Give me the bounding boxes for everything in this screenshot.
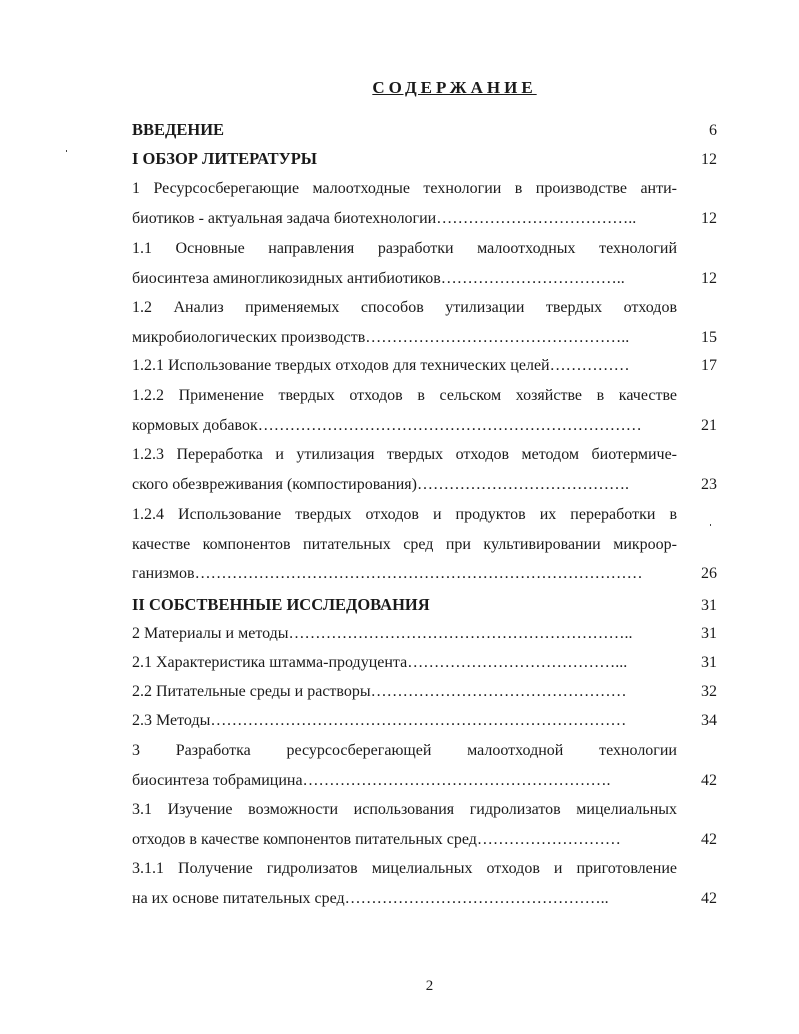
toc-entry [132,706,717,736]
toc-entry-text: микробиологических производств………………………………………….. [132,328,630,346]
toc-entry-line [132,323,717,353]
toc-entry-line [132,174,717,204]
page-title: СОДЕРЖАНИЕ [372,78,537,97]
toc-entry-line [132,854,717,884]
toc-entry-page: 23 [701,475,717,493]
toc-entry-page: 34 [701,712,717,729]
toc-entry-text: кормовых добавок……………………………………………………………… [132,416,642,434]
toc-entry-page: 31 [701,654,717,671]
toc-entry-line [132,619,717,649]
toc-entry-text: ского обезвреживания (компостирования)…………………………………. [132,475,629,493]
toc-entry-page: 42 [701,771,717,789]
toc-entry-text: 1.1 Основные направления разработки малоотходных технологий [132,240,677,257]
toc-entry-line [132,351,717,381]
toc-entry-page: 12 [701,209,717,227]
toc-entry-line [132,530,717,560]
toc-entry-page: 42 [701,830,717,848]
toc-entry-line [132,144,717,174]
toc-entry [132,736,717,795]
toc-entry-text: 3.1 Изучение возможности использования гидролизатов мицелиальных [132,801,677,818]
toc-entry-text: 1.2 Анализ применяемых способов утилизации твердых отходов [132,299,677,316]
toc-entry [132,381,717,440]
toc-entry-page: 15 [701,328,717,346]
toc-entry-text: 1.2.2 Применение твердых отходов в сельском хозяйстве в качестве [132,387,677,404]
page-number: 2 [425,978,434,994]
toc-entry-page: 31 [701,597,717,614]
toc-entry-line [132,884,717,914]
toc-entry-text: ганизмов………………………………………………………………………… [132,565,643,582]
toc-entry-text: I ОБЗОР ЛИТЕРАТУРЫ [132,149,318,168]
toc-entry-line [132,559,717,589]
toc-entry-line [132,500,717,530]
toc-entry-line [132,648,717,678]
toc-entry-text: 2 Материалы и методы……………………………………………………….. [132,625,633,642]
scan-speck [710,524,711,526]
toc-entry-line [132,470,717,500]
toc-entry [132,234,717,293]
toc-entry-text: биосинтеза тобрамицина…………………………………………………. [132,771,611,789]
toc-entry-text: 2.1 Характеристика штамма-продуцента…………………………………... [132,654,628,671]
toc-entry-line [132,264,717,294]
toc-entry [132,174,717,233]
toc-entry-text: 2.2 Питательные среды и растворы………………………………………… [132,683,627,700]
toc-entry-text: биотиков - актуальная задача биотехнологии……………………………….. [132,209,637,227]
toc-entry-line [132,293,717,323]
toc-entry-line [132,115,717,145]
toc-entry-line [132,825,717,855]
toc-entry-text: отходов в качестве компонентов питательных сред……………………… [132,830,621,848]
toc-entry [132,795,717,854]
toc-entry-line [132,590,717,620]
toc-entry-text: 1 Ресурсосберегающие малоотходные технологии в производстве анти- [132,180,677,197]
toc-entry [132,440,717,499]
toc-entry [132,500,717,589]
toc-entry-text: 1.2.1 Использование твердых отходов для технических целей…………… [132,357,630,374]
toc-entry [132,619,717,649]
toc-entry-text: биосинтеза аминогликозидных антибиотиков…………………………….. [132,269,625,287]
toc-entry-line [132,411,717,441]
toc-entry-line [132,381,717,411]
toc-entry-line [132,440,717,470]
toc-entry-text: 2.3 Методы…………………………………………………………………… [132,712,627,729]
toc-entry [132,854,717,913]
toc-entry [132,590,717,620]
toc-entry-line [132,234,717,264]
toc-entry-text: качестве компонентов питательных сред при культивировании микроор- [132,535,677,553]
toc-entry-line [132,677,717,707]
toc-entry-text: ВВЕДЕНИЕ [132,120,225,139]
toc-entry-page: 12 [701,269,717,287]
toc-entry-page: 31 [701,625,717,642]
toc-entry [132,144,717,174]
toc-entry-page: 26 [701,565,717,582]
toc-entry-line [132,766,717,796]
toc-entry [132,648,717,678]
scan-speck [66,150,67,152]
toc-entry-text: 1.2.4 Использование твердых отходов и продуктов их переработки в [132,506,677,523]
toc-entry-page: 42 [701,889,717,907]
toc-entry [132,677,717,707]
toc-entry-text: 3 Разработка ресурсосберегающей малоотходной технологии [132,742,677,759]
toc-entry-page: 21 [701,416,717,434]
toc-entry-line [132,706,717,736]
toc-entry [132,351,717,381]
toc-entry-page: 32 [701,683,717,700]
toc-entry-page: 6 [709,122,717,139]
toc-entry-text: 1.2.3 Переработка и утилизация твердых отходов методом биотермиче- [132,446,677,463]
toc-entry-text: на их основе питательных сред………………………………………….. [132,889,609,907]
toc-entry-line [132,795,717,825]
toc-entry-text: II СОБСТВЕННЫЕ ИССЛЕДОВАНИЯ [132,595,430,614]
toc-entry-text: 3.1.1 Получение гидролизатов мицелиальных отходов и приготовление [132,860,677,877]
toc-entry-line [132,204,717,234]
toc-entry-page: 12 [701,151,717,168]
toc-entry-line [132,736,717,766]
toc-entry [132,115,717,145]
toc-entry [132,293,717,352]
toc-entry-page: 17 [701,357,717,374]
